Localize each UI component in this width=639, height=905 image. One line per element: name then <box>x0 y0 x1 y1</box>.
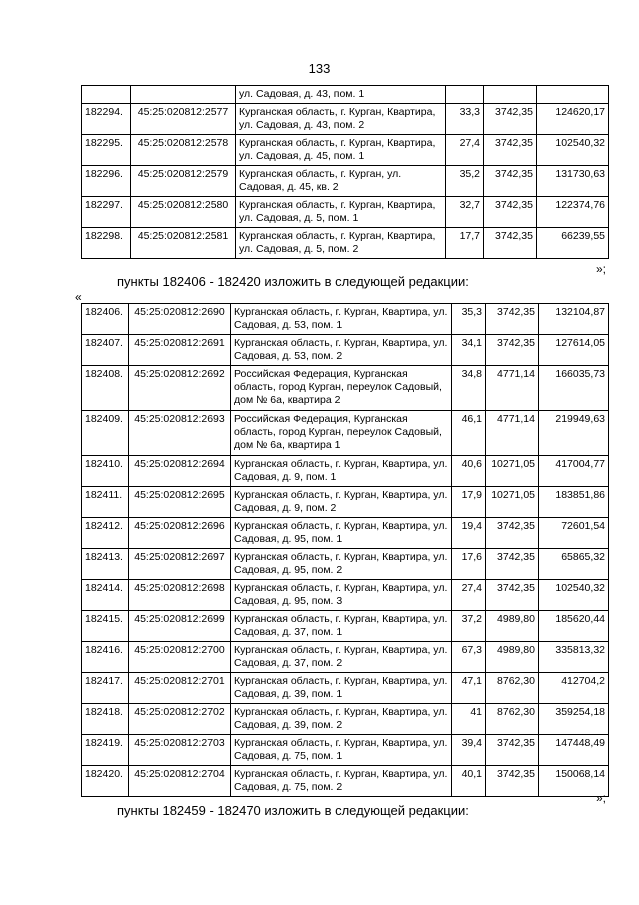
value-cell: 150068,14 <box>539 766 609 797</box>
row-number-cell: 182414. <box>82 580 129 611</box>
area-cell: 47,1 <box>452 673 486 704</box>
value-cell: 185620,44 <box>539 611 609 642</box>
area-cell: 27,4 <box>452 580 486 611</box>
address-cell: Курганская область, г. Курган, Квартира, ул. Садовая, д. 95, пом. 3 <box>231 580 452 611</box>
row-number-cell: 182406. <box>82 304 129 335</box>
table-row <box>82 366 609 411</box>
value-cell: 166035,73 <box>539 366 609 411</box>
value-cell: 72601,54 <box>539 518 609 549</box>
value-cell: 335813,32 <box>539 642 609 673</box>
row-number-cell: 182418. <box>82 704 129 735</box>
value-cell: 417004,77 <box>539 456 609 487</box>
table-row <box>82 166 609 197</box>
area-cell <box>446 86 484 104</box>
rate-cell: 10271,05 <box>486 456 539 487</box>
cadastral-number-cell: 45:25:020812:2577 <box>131 104 236 135</box>
table-row <box>82 135 609 166</box>
table-row <box>82 580 609 611</box>
rate-cell: 3742,35 <box>486 766 539 797</box>
area-cell: 32,7 <box>446 197 484 228</box>
cadastral-number-cell: 45:25:020812:2699 <box>129 611 231 642</box>
opening-quote: « <box>75 290 82 304</box>
closing-quote: »; <box>596 791 607 805</box>
row-number-cell: 182410. <box>82 456 129 487</box>
value-cell: 102540,32 <box>539 580 609 611</box>
table-row <box>82 766 609 797</box>
address-cell: Курганская область, г. Курган, Квартира, ул. Садовая, д. 95, пом. 2 <box>231 549 452 580</box>
rate-cell: 3742,35 <box>484 135 537 166</box>
row-number-cell: 182415. <box>82 611 129 642</box>
address-cell: Российская Федерация, Курганская область, город Курган, переулок Садовый, дом № 6а, квартира 1 <box>231 411 452 456</box>
rate-cell: 10271,05 <box>486 487 539 518</box>
value-cell: 127614,05 <box>539 335 609 366</box>
table-row <box>82 104 609 135</box>
cadastral-number-cell: 45:25:020812:2698 <box>129 580 231 611</box>
rate-cell: 3742,35 <box>486 518 539 549</box>
table-row <box>82 704 609 735</box>
address-cell: Курганская область, г. Курган, Квартира, ул. Садовая, д. 95, пом. 1 <box>231 518 452 549</box>
cadastral-number-cell: 45:25:020812:2697 <box>129 549 231 580</box>
rate-cell: 8762,30 <box>486 704 539 735</box>
area-cell: 19,4 <box>452 518 486 549</box>
row-number-cell <box>82 86 131 104</box>
row-number-cell: 182298. <box>82 228 131 259</box>
cadastral-number-cell: 45:25:020812:2701 <box>129 673 231 704</box>
row-number-cell: 182420. <box>82 766 129 797</box>
cadastral-number-cell: 45:25:020812:2703 <box>129 735 231 766</box>
table-row <box>82 197 609 228</box>
address-cell: Курганская область, г. Курган, Квартира, ул. Садовая, д. 5, пом. 1 <box>236 197 446 228</box>
row-number-cell: 182296. <box>82 166 131 197</box>
table-row <box>82 518 609 549</box>
amendment-paragraph: пункты 182406 - 182420 изложить в следующей редакции: <box>117 274 469 289</box>
area-cell: 37,2 <box>452 611 486 642</box>
cadastral-number-cell: 45:25:020812:2581 <box>131 228 236 259</box>
table-row <box>82 611 609 642</box>
cadastral-number-cell: 45:25:020812:2579 <box>131 166 236 197</box>
rate-cell: 3742,35 <box>484 104 537 135</box>
row-number-cell: 182413. <box>82 549 129 580</box>
cadastral-number-cell: 45:25:020812:2692 <box>129 366 231 411</box>
value-cell: 219949,63 <box>539 411 609 456</box>
value-cell: 183851,86 <box>539 487 609 518</box>
row-number-cell: 182411. <box>82 487 129 518</box>
address-cell: Российская Федерация, Курганская область, город Курган, переулок Садовый, дом № 6а, квартира 2 <box>231 366 452 411</box>
cadastral-number-cell: 45:25:020812:2690 <box>129 304 231 335</box>
area-cell: 46,1 <box>452 411 486 456</box>
value-cell: 359254,18 <box>539 704 609 735</box>
rate-cell: 4989,80 <box>486 642 539 673</box>
rate-cell: 3742,35 <box>486 580 539 611</box>
address-cell: Курганская область, г. Курган, Квартира, ул. Садовая, д. 43, пом. 2 <box>236 104 446 135</box>
area-cell: 17,7 <box>446 228 484 259</box>
rate-cell: 3742,35 <box>484 228 537 259</box>
row-number-cell: 182297. <box>82 197 131 228</box>
row-number-cell: 182417. <box>82 673 129 704</box>
address-cell: Курганская область, г. Курган, Квартира, ул. Садовая, д. 53, пом. 1 <box>231 304 452 335</box>
cadastral-number-cell: 45:25:020812:2704 <box>129 766 231 797</box>
closing-quote: »; <box>596 262 607 276</box>
cadastral-number-cell: 45:25:020812:2578 <box>131 135 236 166</box>
address-cell: Курганская область, г. Курган, Квартира, ул. Садовая, д. 75, пом. 2 <box>231 766 452 797</box>
rate-cell: 8762,30 <box>486 673 539 704</box>
value-cell: 124620,17 <box>537 104 609 135</box>
registry-table-2 <box>81 303 609 797</box>
address-cell: Курганская область, г. Курган, Квартира, ул. Садовая, д. 53, пом. 2 <box>231 335 452 366</box>
row-number-cell: 182416. <box>82 642 129 673</box>
area-cell: 41 <box>452 704 486 735</box>
row-number-cell: 182419. <box>82 735 129 766</box>
value-cell: 102540,32 <box>537 135 609 166</box>
table-row <box>82 549 609 580</box>
cadastral-number-cell: 45:25:020812:2700 <box>129 642 231 673</box>
address-cell: Курганская область, г. Курган, Квартира, ул. Садовая, д. 45, пом. 1 <box>236 135 446 166</box>
row-number-cell: 182412. <box>82 518 129 549</box>
cadastral-number-cell: 45:25:020812:2696 <box>129 518 231 549</box>
area-cell: 35,3 <box>452 304 486 335</box>
value-cell: 132104,87 <box>539 304 609 335</box>
rate-cell: 3742,35 <box>484 166 537 197</box>
area-cell: 67,3 <box>452 642 486 673</box>
address-cell: Курганская область, г. Курган, Квартира, ул. Садовая, д. 9, пом. 1 <box>231 456 452 487</box>
cadastral-number-cell: 45:25:020812:2694 <box>129 456 231 487</box>
table-row <box>82 642 609 673</box>
address-cell: ул. Садовая, д. 43, пом. 1 <box>236 86 446 104</box>
area-cell: 40,6 <box>452 456 486 487</box>
table-row <box>82 411 609 456</box>
cadastral-number-cell: 45:25:020812:2693 <box>129 411 231 456</box>
cadastral-number-cell: 45:25:020812:2580 <box>131 197 236 228</box>
address-cell: Курганская область, г. Курган, Квартира, ул. Садовая, д. 75, пом. 1 <box>231 735 452 766</box>
row-number-cell: 182295. <box>82 135 131 166</box>
cadastral-number-cell: 45:25:020812:2702 <box>129 704 231 735</box>
page-number: 133 <box>308 61 331 76</box>
amendment-paragraph: пункты 182459 - 182470 изложить в следующей редакции: <box>117 803 469 818</box>
rate-cell: 3742,35 <box>486 735 539 766</box>
value-cell: 147448,49 <box>539 735 609 766</box>
area-cell: 35,2 <box>446 166 484 197</box>
address-cell: Курганская область, г. Курган, Квартира, ул. Садовая, д. 37, пом. 2 <box>231 642 452 673</box>
table-row <box>82 335 609 366</box>
address-cell: Курганская область, г. Курган, Квартира, ул. Садовая, д. 39, пом. 2 <box>231 704 452 735</box>
area-cell: 40,1 <box>452 766 486 797</box>
value-cell: 65865,32 <box>539 549 609 580</box>
table-row <box>82 673 609 704</box>
address-cell: Курганская область, г. Курган, Квартира, ул. Садовая, д. 9, пом. 2 <box>231 487 452 518</box>
registry-table-1 <box>81 85 609 259</box>
area-cell: 27,4 <box>446 135 484 166</box>
cadastral-number-cell: 45:25:020812:2695 <box>129 487 231 518</box>
rate-cell: 3742,35 <box>486 304 539 335</box>
cadastral-number-cell: 45:25:020812:2691 <box>129 335 231 366</box>
table-row <box>82 487 609 518</box>
cadastral-number-cell <box>131 86 236 104</box>
table-row <box>82 86 609 104</box>
rate-cell <box>484 86 537 104</box>
table-row <box>82 228 609 259</box>
area-cell: 17,9 <box>452 487 486 518</box>
table-row <box>82 456 609 487</box>
value-cell: 131730,63 <box>537 166 609 197</box>
row-number-cell: 182408. <box>82 366 129 411</box>
table-row <box>82 304 609 335</box>
rate-cell: 3742,35 <box>484 197 537 228</box>
rate-cell: 3742,35 <box>486 549 539 580</box>
area-cell: 39,4 <box>452 735 486 766</box>
address-cell: Курганская область, г. Курган, ул. Садовая, д. 45, кв. 2 <box>236 166 446 197</box>
row-number-cell: 182294. <box>82 104 131 135</box>
value-cell: 122374,76 <box>537 197 609 228</box>
area-cell: 17,6 <box>452 549 486 580</box>
rate-cell: 4771,14 <box>486 411 539 456</box>
area-cell: 33,3 <box>446 104 484 135</box>
rate-cell: 4989,80 <box>486 611 539 642</box>
table-row <box>82 735 609 766</box>
area-cell: 34,1 <box>452 335 486 366</box>
rate-cell: 4771,14 <box>486 366 539 411</box>
value-cell: 412704,2 <box>539 673 609 704</box>
rate-cell: 3742,35 <box>486 335 539 366</box>
address-cell: Курганская область, г. Курган, Квартира, ул. Садовая, д. 5, пом. 2 <box>236 228 446 259</box>
address-cell: Курганская область, г. Курган, Квартира, ул. Садовая, д. 37, пом. 1 <box>231 611 452 642</box>
row-number-cell: 182407. <box>82 335 129 366</box>
value-cell: 66239,55 <box>537 228 609 259</box>
row-number-cell: 182409. <box>82 411 129 456</box>
value-cell <box>537 86 609 104</box>
address-cell: Курганская область, г. Курган, Квартира, ул. Садовая, д. 39, пом. 1 <box>231 673 452 704</box>
area-cell: 34,8 <box>452 366 486 411</box>
